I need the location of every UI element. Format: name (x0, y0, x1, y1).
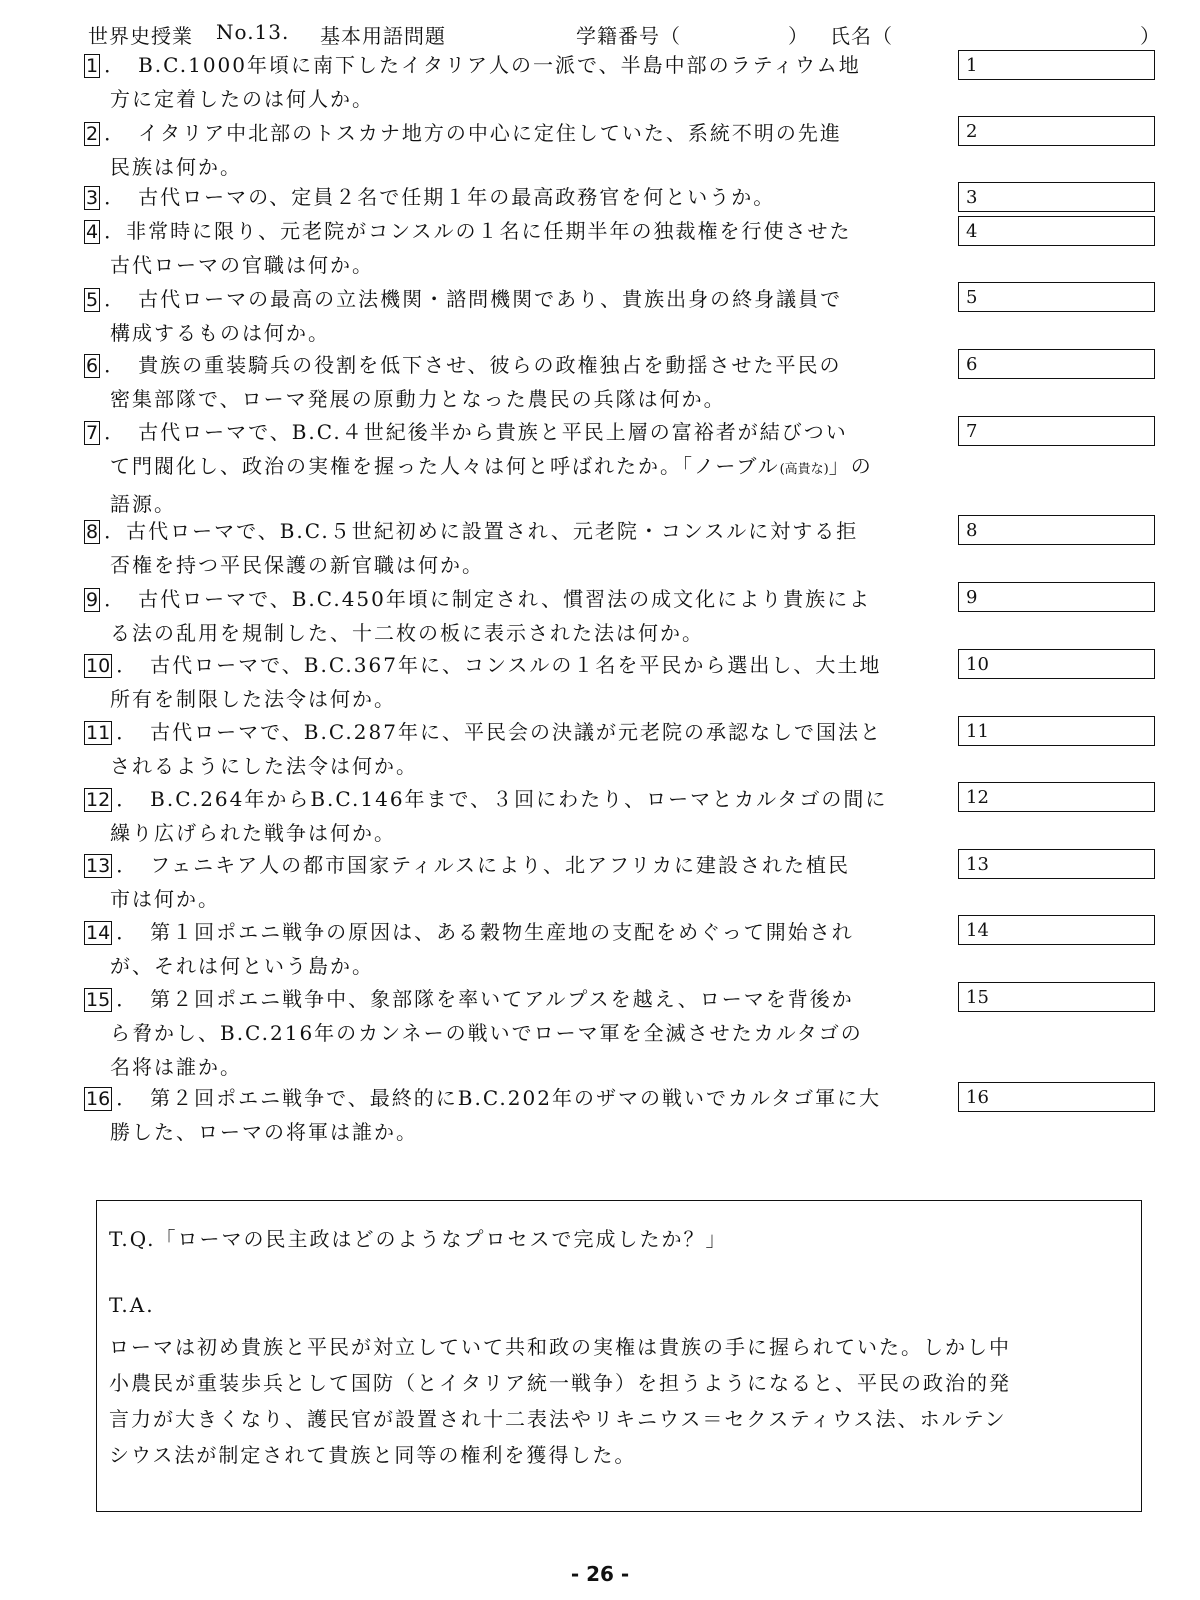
question-text: 市は何か。 (110, 887, 220, 911)
question-3 (84, 180, 964, 214)
question-12 (84, 782, 964, 850)
answer-box-14[interactable]: 14 (958, 915, 1155, 945)
tq-question: T.Q.「ローマの民主政はどのようなプロセスで完成したか？」 (109, 1227, 728, 1251)
question-number: 15 (86, 989, 111, 1011)
question-text: 構成するものは何か。 (110, 321, 330, 345)
question-text: ． イタリア中北部のトスカナ地方の中心に定住していた、系統不明の先進 (104, 121, 842, 145)
question-text: ら脅かし、B.C.216年のカンネーの戦いでローマ軍を全滅させたカルタゴの (110, 1021, 863, 1045)
question-6 (84, 348, 964, 416)
question-number: 5 (86, 289, 99, 311)
ta-line: 小農民が重装歩兵として国防（とイタリア統一戦争）を担うようになると、平民の政治的発 (109, 1371, 1011, 1395)
question-number: 13 (86, 855, 111, 877)
question-number: 8 (86, 521, 99, 543)
question-5 (84, 282, 964, 350)
question-number: 3 (86, 187, 99, 209)
question-text: ． 古代ローマの最高の立法機関・諮問機関であり、貴族出身の終身議員で (104, 287, 843, 311)
question-number: 10 (86, 655, 111, 677)
question-text: る法の乱用を規制した、十二枚の板に表示された法は何か。 (110, 621, 704, 645)
course-label: 世界史授業 (88, 24, 193, 48)
question-text: ． 古代ローマで、B.C.450年頃に制定され、慣習法の成文化により貴族によ (104, 587, 872, 611)
worksheet-number: No.13. (216, 20, 290, 44)
question-number: 4 (86, 221, 99, 243)
question-13 (84, 848, 964, 916)
question-text: 」の (828, 454, 873, 478)
question-7 (84, 415, 964, 521)
answer-box-3[interactable]: 3 (958, 182, 1155, 212)
ta-line: ローマは初め貴族と平民が対立していて共和政の実権は貴族の手に握られていた。しかし中 (109, 1335, 1011, 1359)
question-number: 7 (86, 422, 99, 444)
question-number: 1 (86, 55, 99, 77)
answer-box-13[interactable]: 13 (958, 849, 1155, 879)
answer-box-7[interactable]: 7 (958, 416, 1155, 446)
question-text: ． フェニキア人の都市国家ティルスにより、北アフリカに建設された植民 (116, 853, 850, 877)
student-id-close: ） (788, 24, 809, 48)
question-number: 6 (86, 355, 99, 377)
answer-box-12[interactable]: 12 (958, 782, 1155, 812)
question-11 (84, 715, 964, 783)
ta-answer-text (109, 1329, 1129, 1473)
question-number: 16 (86, 1088, 111, 1110)
ta-line: シウス法が制定されて貴族と同等の権利を獲得した。 (109, 1443, 637, 1467)
question-text: ． 古代ローマで、B.C.287年に、平民会の決議が元老院の承認なしで国法と (116, 720, 882, 744)
question-text: 勝した、ローマの将軍は誰か。 (110, 1120, 418, 1144)
answer-box-6[interactable]: 6 (958, 349, 1155, 379)
ta-label: T.A. (109, 1293, 155, 1317)
question-text: ． 古代ローマで、B.C.４世紀後半から貴族と平民上層の富裕者が結びつい (104, 420, 848, 444)
question-1 (84, 48, 964, 116)
question-number: 12 (86, 789, 111, 811)
question-text: ． 古代ローマの、定員２名で任期１年の最高政務官を何というか。 (104, 185, 776, 209)
question-text: ． 第２回ポエニ戦争中、象部隊を率いてアルプスを越え、ローマを背後か (116, 987, 854, 1011)
worksheet-title: 基本用語問題 (320, 24, 446, 48)
handwritten-note: (高貴な) (779, 462, 829, 477)
question-text: 民族は何か。 (110, 155, 242, 179)
question-15 (84, 982, 964, 1084)
question-14 (84, 915, 964, 983)
question-number: 11 (86, 722, 111, 744)
name-label: 氏名（ (830, 24, 893, 48)
question-text: ．古代ローマで、B.C.５世紀初めに設置され、元老院・コンスルに対する拒 (104, 519, 859, 543)
question-4 (84, 214, 964, 282)
answer-box-15[interactable]: 15 (958, 982, 1155, 1012)
question-text: 否権を持つ平民保護の新官職は何か。 (110, 553, 484, 577)
question-text: 語源。 (110, 492, 176, 516)
question-text: ． B.C.1000年頃に南下したイタリア人の一派で、半島中部のラティウム地 (104, 53, 861, 77)
question-8 (84, 514, 964, 582)
question-number: 2 (86, 123, 99, 145)
question-number: 14 (86, 922, 111, 944)
question-text: が、それは何という島か。 (110, 954, 374, 978)
answer-box-16[interactable]: 16 (958, 1082, 1155, 1112)
answer-box-11[interactable]: 11 (958, 716, 1155, 746)
answer-box-1[interactable]: 1 (958, 50, 1155, 80)
worksheet-header (88, 14, 1161, 48)
name-close: ） (1140, 24, 1161, 48)
question-text: ． 第２回ポエニ戦争で、最終的にB.C.202年のザマの戦いでカルタゴ軍に大 (116, 1086, 882, 1110)
student-id-label: 学籍番号（ (576, 24, 681, 48)
question-2 (84, 116, 964, 184)
answer-box-4[interactable]: 4 (958, 216, 1155, 246)
ta-line: 言力が大きくなり、護民官が設置され十二表法やリキニウス＝セクスティウス法、ホルテン (109, 1407, 1007, 1431)
question-16 (84, 1081, 964, 1149)
question-text: て門閥化し、政治の実権を握った人々は何と呼ばれたか。「ノーブル (110, 454, 780, 478)
answer-box-9[interactable]: 9 (958, 582, 1155, 612)
question-text: 繰り広げられた戦争は何か。 (110, 821, 396, 845)
question-text: ． B.C.264年からB.C.146年まで、３回にわたり、ローマとカルタゴの間に (116, 787, 888, 811)
question-text: されるようにした法令は何か。 (110, 754, 418, 778)
question-text: ． 第１回ポエニ戦争の原因は、ある穀物生産地の支配をめぐって開始され (116, 920, 854, 944)
question-text: ．非常時に限り、元老院がコンスルの１名に任期半年の独裁権を行使させた (104, 219, 852, 243)
question-text: 名将は誰か。 (110, 1055, 242, 1079)
page-number: - 26 - (570, 1562, 630, 1586)
answer-box-2[interactable]: 2 (958, 116, 1155, 146)
question-text: ． 古代ローマで、B.C.367年に、コンスルの１名を平民から選出し、大土地 (116, 653, 882, 677)
tq-answer-box (96, 1200, 1142, 1512)
answer-box-8[interactable]: 8 (958, 515, 1155, 545)
answer-box-5[interactable]: 5 (958, 282, 1155, 312)
question-9 (84, 582, 964, 650)
question-number: 9 (86, 589, 99, 611)
question-text: 方に定着したのは何人か。 (110, 87, 374, 111)
question-10 (84, 648, 964, 716)
question-text: 古代ローマの官職は何か。 (110, 253, 374, 277)
question-text: ． 貴族の重装騎兵の役割を低下させ、彼らの政権独占を動揺させた平民の (104, 353, 842, 377)
question-text: 所有を制限した法令は何か。 (110, 687, 396, 711)
answer-box-10[interactable]: 10 (958, 649, 1155, 679)
question-text: 密集部隊で、ローマ発展の原動力となった農民の兵隊は何か。 (110, 387, 726, 411)
